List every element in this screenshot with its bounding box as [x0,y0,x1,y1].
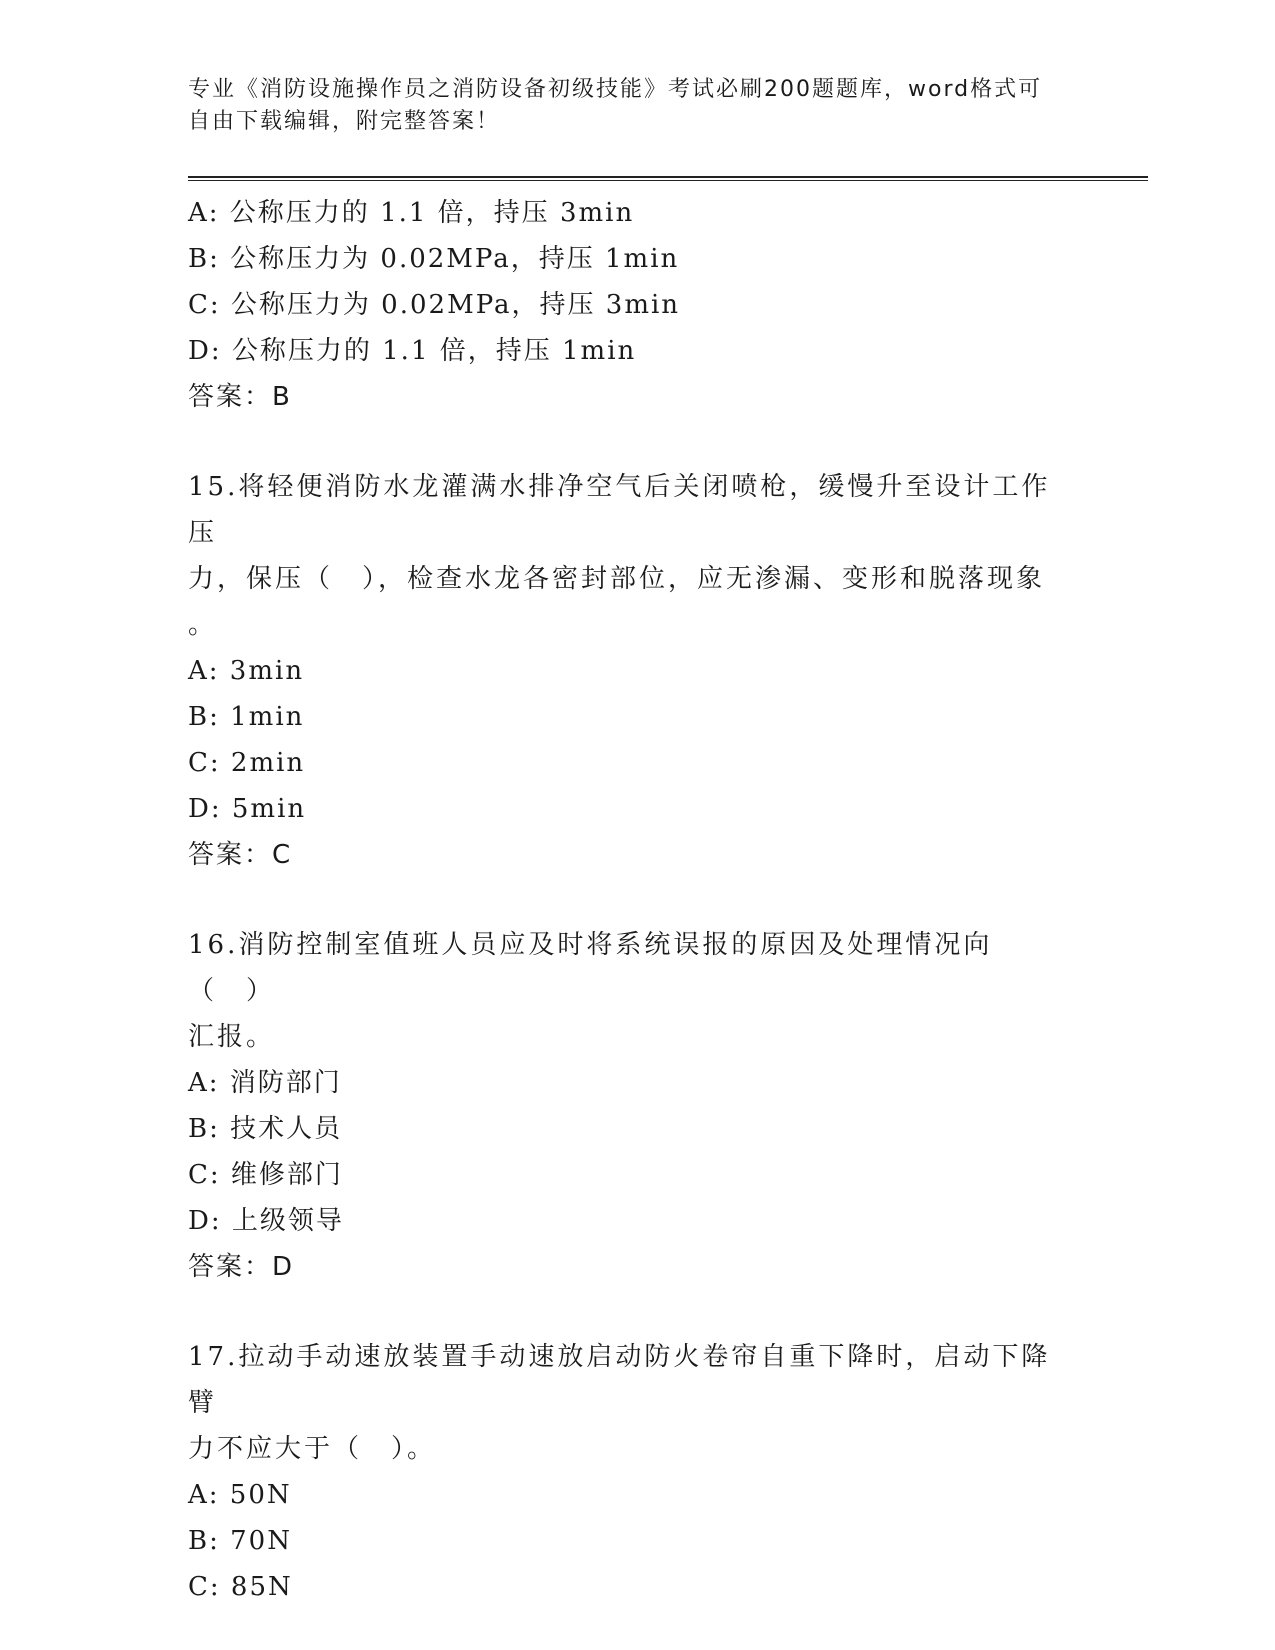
option-a: A: 消防部门 [188,1068,342,1098]
document-header: 专业《消防设施操作员之消防设备初级技能》考试必刷200题题库，word格式可 自由下载编辑，附完整答案！ [188,77,1043,134]
question-stem: 17.拉动手动速放装置手动速放启动防火卷帘自重下降时，启动下降臂 力不应大于（ ）。 [188,1342,1051,1464]
option-d: D: 5min [188,794,307,824]
option-d: D: 上级领导 [188,1206,344,1236]
answer-line: 答案：C [188,840,293,870]
spacer [188,1290,1088,1334]
option-c: C: 2min [188,748,306,778]
question-stem: 16.消防控制室值班人员应及时将系统误报的原因及处理情况向（ ） 汇报。 [188,930,993,1052]
question-list [188,190,1088,1610]
option-d: D: 公称压力的 1.1 倍，持压 1min [188,336,637,366]
option-a: A: 公称压力的 1.1 倍，持压 3min [188,198,635,228]
option-c: C: 85N [188,1572,293,1602]
option-b: B: 技术人员 [188,1114,343,1144]
question-14 [188,190,1088,420]
option-c: C: 公称压力为 0.02MPa，持压 3min [188,290,681,320]
option-c: C: 维修部门 [188,1160,343,1190]
question-stem: 15.将轻便消防水龙灌满水排净空气后关闭喷枪，缓慢升至设计工作压 力，保压（ ），检查水龙各密封部位，应无渗漏、变形和脱落现象 。 [188,472,1051,640]
option-b: B: 1min [188,702,305,732]
question-16 [188,922,1088,1290]
answer-line: 答案：D [188,1252,295,1282]
question-17 [188,1334,1088,1610]
option-b: B: 70N [188,1526,292,1556]
spacer [188,878,1088,922]
answer-line: 答案：B [188,382,292,412]
question-15 [188,464,1088,878]
option-a: A: 50N [188,1480,292,1510]
option-b: B: 公称压力为 0.02MPa，持压 1min [188,244,680,274]
option-a: A: 3min [188,656,305,686]
header-divider [188,176,1148,181]
spacer [188,420,1088,464]
